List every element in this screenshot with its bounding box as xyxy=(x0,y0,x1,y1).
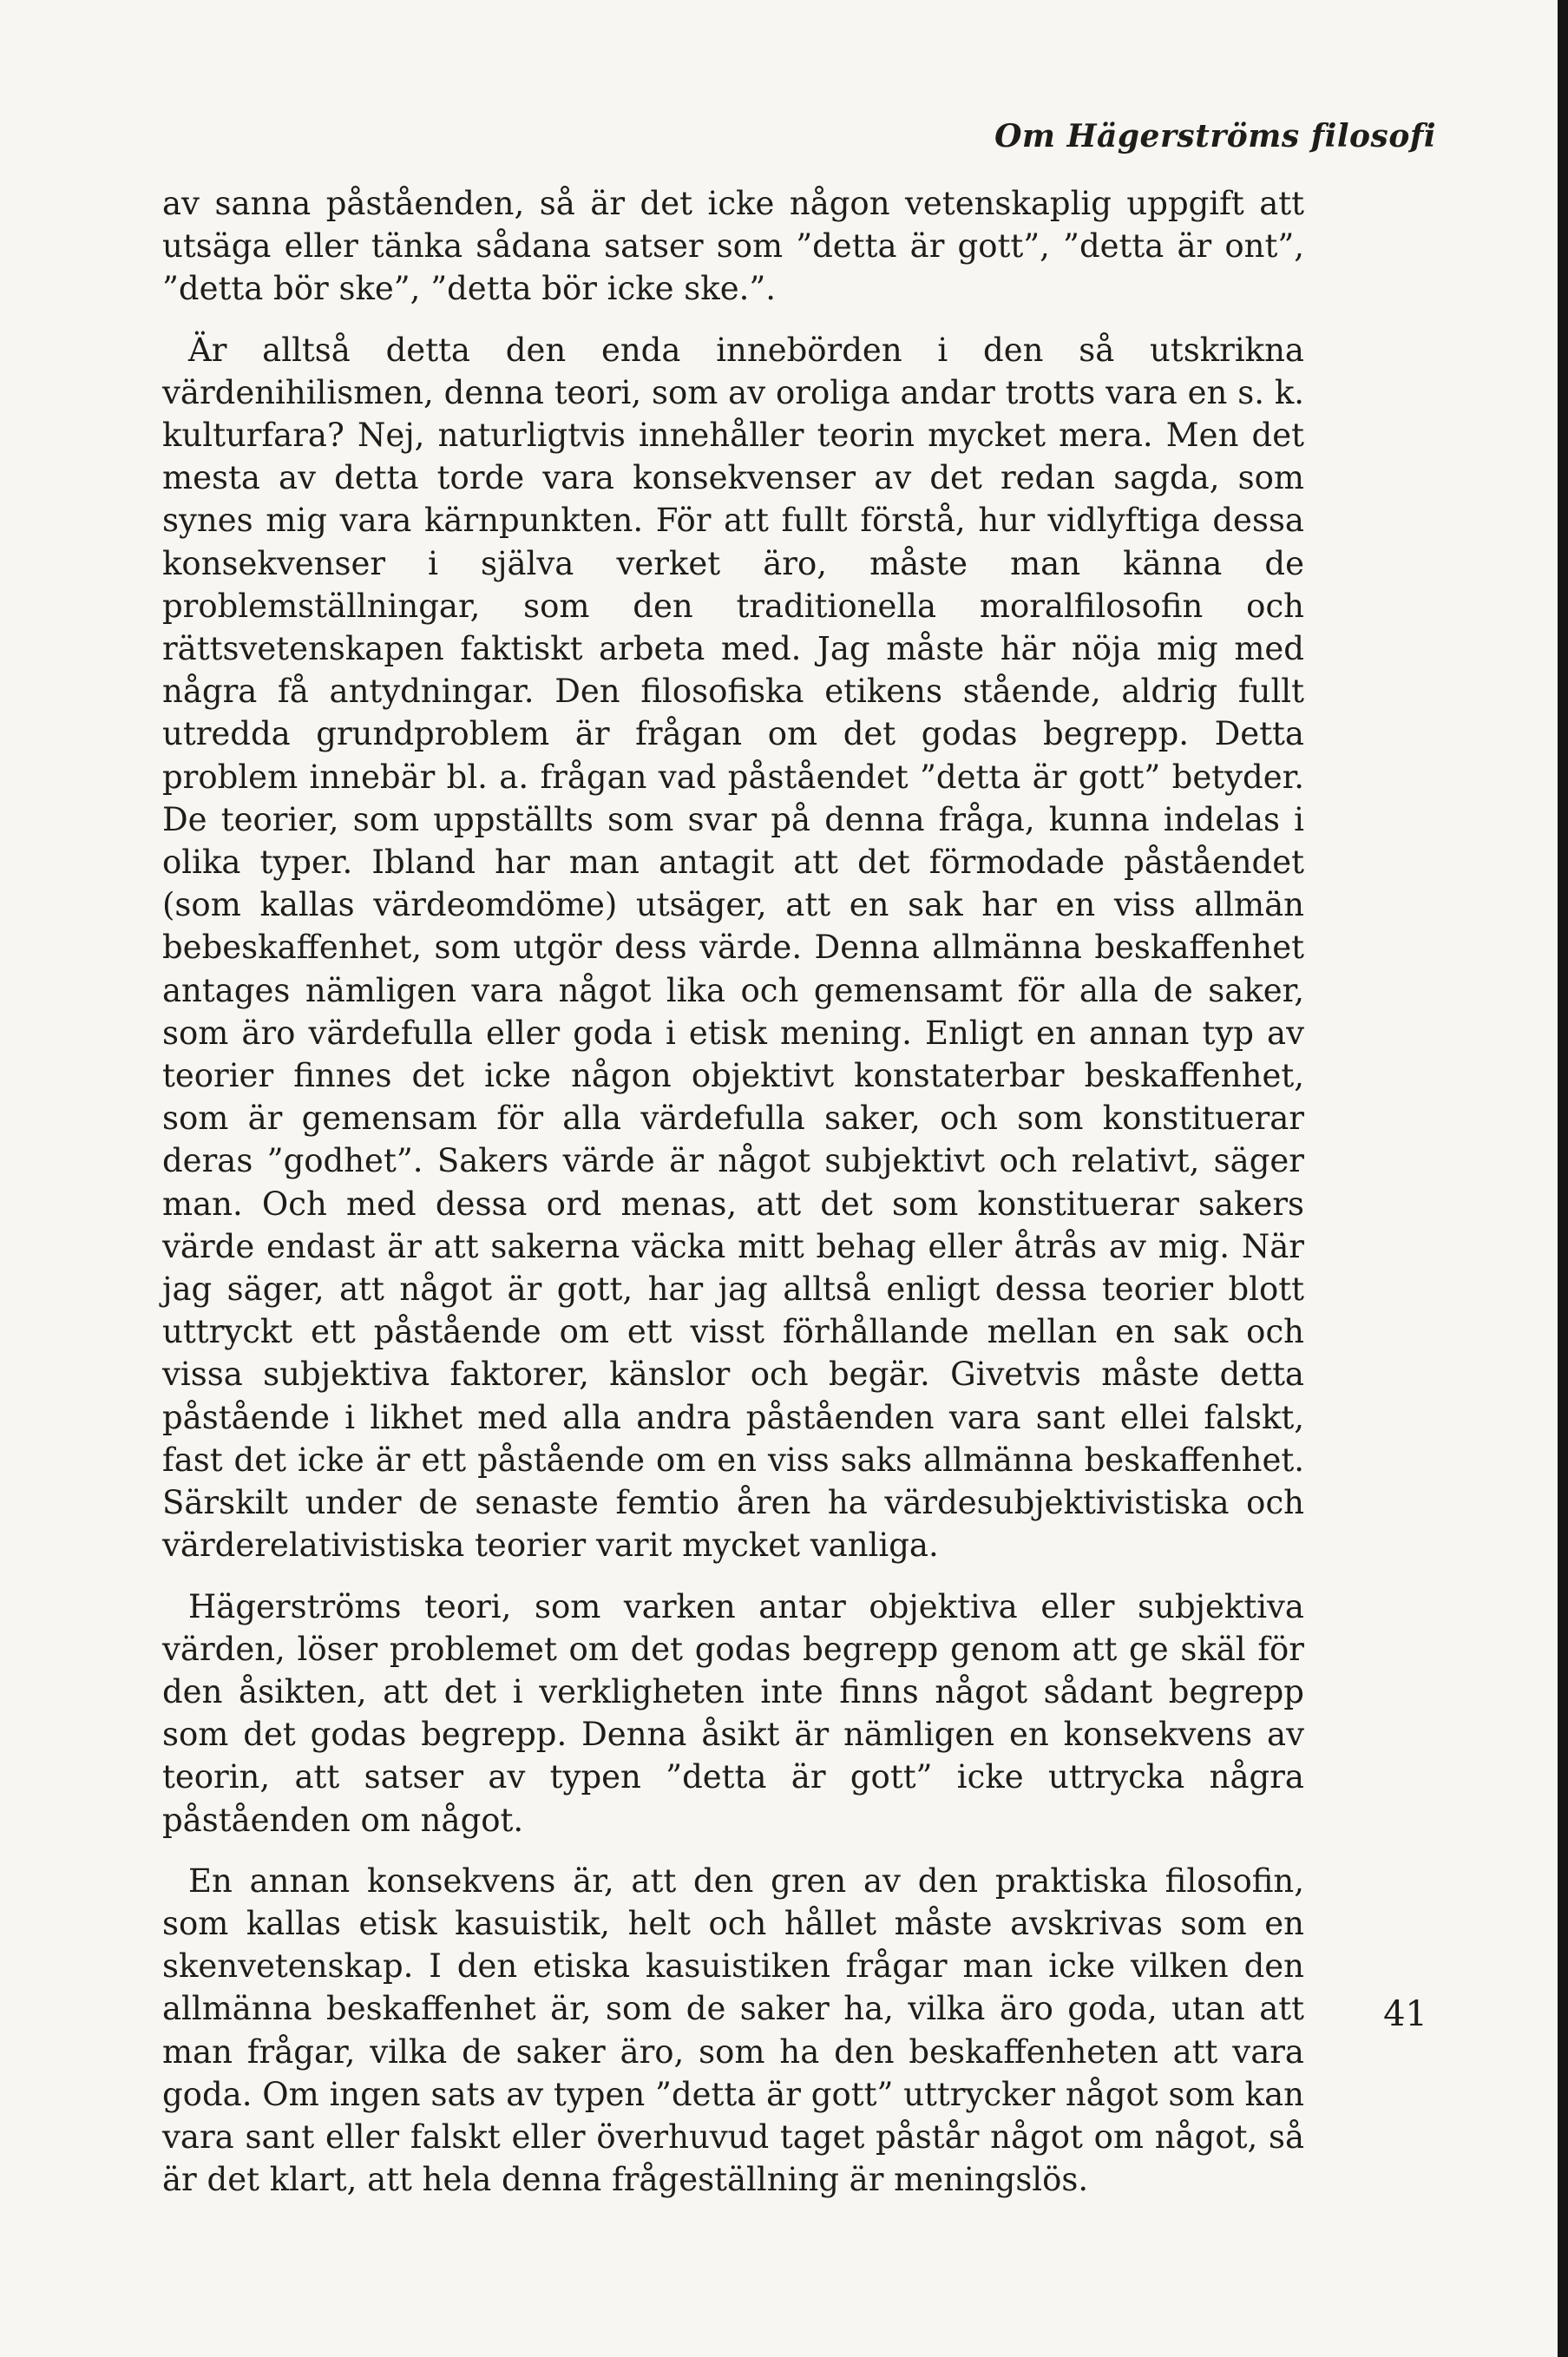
page-number: 41 xyxy=(1383,1994,1427,2034)
scan-right-edge xyxy=(1558,0,1568,2357)
paragraph-4: En annan konsekvens är, att den gren av den praktiska filosofin, som kallas etisk kasuistik, helt och hållet måste avskrivas som en skenvetenskap. I den etiska kasuistiken frågar man icke vilken den allmänna beskaffenhet är, som de saker ha, vilka äro goda, utan att man frågar, vilka de saker äro, som ha den beskaffenheten att vara goda. Om ingen sats av typen ”detta är gott” uttrycker något som kan vara sant eller falskt eller överhuvud taget påstår något om något, så är det klart, att hela denna frågeställning är meningslös. xyxy=(162,1861,1304,2199)
paragraph-3: Hägerströms teori, som varken antar objektiva eller subjektiva värden, löser problemet om det godas begrepp genom att ge skäl för den åsikten, att det i verkligheten inte finns något sådant begrepp som det godas begrepp. Denna åsikt är nämligen en konsekvens av teorin, att satser av typen ”detta är gott” icke uttrycka några påståenden om något. xyxy=(162,1587,1304,1839)
body-text xyxy=(162,182,1304,2201)
running-head: Om Hägerströms filosofi xyxy=(994,118,1436,154)
paragraph-1: av sanna påståenden, så är det icke någon vetenskaplig uppgift att utsäga eller tänka sådana satser som ”detta är gott”, ”detta är ont”, ”detta bör ske”, ”detta bör icke ske.”. xyxy=(162,185,1304,308)
paragraph-2: Är alltså detta den enda innebörden i den så utskrikna värdenihilismen, denna teori, som av oroliga andar trotts vara en s. k. kulturfara? Nej, naturligtvis innehåller teorin mycket mera. Men det mesta av detta torde vara konsekvenser av det redan sagda, som synes mig vara kärnpunkten. För att fullt förstå, hur vidlyftiga dessa konsekvenser i själva verket äro, måste man känna de problemställningar, som den traditionella moralfilosofin och rättsvetenskapen faktiskt arbeta med. Jag måste här nöja mig med några få antydningar. Den filosofiska etikens stående, aldrig fullt utredda grundproblem är frågan om det godas begrepp. Detta problem innebär bl. a. frågan vad påståendet ”detta är gott” betyder. De teorier, som uppställts som svar på denna fråga, kunna indelas i olika typer. Ibland har man antagit att det förmodade påståendet (som kallas värdeomdöme) utsäger, att en sak har en viss allmän bebeskaffenhet, som utgör dess värde. Denna allmänna beskaffenhet antages nämligen vara något lika och gemensamt för alla de saker, som äro värdefulla eller goda i etisk mening. Enligt en annan typ av teorier finnes det icke någon objektivt konstaterbar beskaffenhet, som är gemensam för alla värdefulla saker, och som konstituerar deras ”godhet”. Sakers värde är något subjektivt och relativt, säger man. Och med dessa ord menas, att det som konstituerar sakers värde endast är att sakerna väcka mitt behag eller åtrås av mig. När jag säger, att något är gott, har jag alltså enligt dessa teorier blott uttryckt ett påstående om ett visst förhållande mellan en sak och vissa subjektiva faktorer, känslor och begär. Givetvis måste detta påstående i likhet med alla andra påståenden vara sant ellei falskt, fast det icke är ett påstående om en viss saks allmänna beskaffenhet. Särskilt under de senaste femtio åren ha värdesubjektivistiska och värderelativistiska teorier varit mycket vanliga. xyxy=(162,331,1304,1565)
